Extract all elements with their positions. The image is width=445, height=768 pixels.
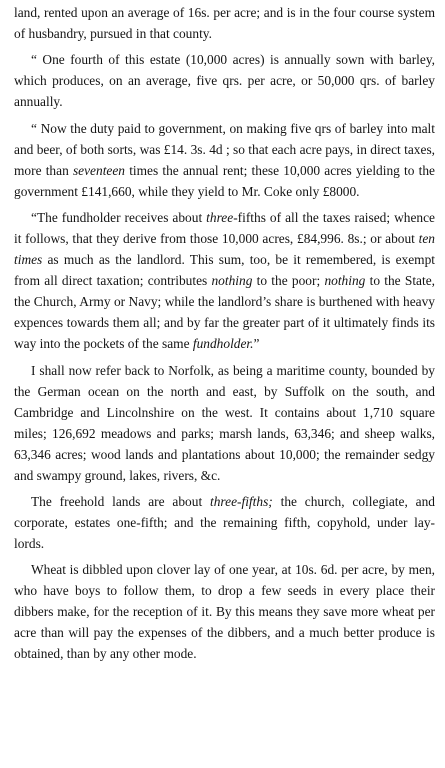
paragraph-4-text-4: to the poor; — [252, 273, 325, 289]
paragraph-4-emphasis-3: nothing — [211, 273, 253, 289]
paragraph-5 — [14, 360, 435, 486]
paragraph-6-emphasis-1: three-fifths; — [210, 493, 273, 509]
paragraph-4-emphasis-2: ten times — [14, 231, 435, 268]
paragraph-4-emphasis-1: three- — [206, 209, 238, 225]
paragraph-4-text-6: ” — [253, 336, 260, 352]
paragraph-1-text-1: land, rented upon an average of 16s. per acre; and is in the four course system of husbandry, pursued in that county. — [14, 5, 435, 42]
paragraph-4-emphasis-5: fundholder. — [192, 336, 254, 352]
paragraph-3-text-1: “ Now the duty paid to government, on making five qrs of barley into malt and beer, of both sorts, was £14. 3s. 4d ; so that each acre pays, in direct taxes, more than — [14, 120, 435, 178]
paragraph-6-text-2: the church, collegiate, and corporate, estates one-fifth; and the remaining fifth, copyhold, under lay-lords. — [14, 493, 435, 552]
paragraph-3-emphasis-1: seventeen — [72, 162, 125, 178]
paragraph-4-text-1: “The fundholder receives about — [31, 209, 207, 225]
paragraph-7 — [14, 559, 435, 664]
paragraph-5-text-1: I shall now refer back to Norfolk, as being a maritime county, bounded by the German ocean on the north and east, by Suffolk on the south, and Cambridge and Lincolnshire on the west. It contains about 1,710 square miles; 126,692 meadows and parks; marsh lands, 63,346; and sheep walks, 63,346 acres; wood lands and plantations about 10,000; the remainder sedgy and swampy ground, lakes, rivers, &c. — [14, 362, 435, 483]
paragraph-2-text-1: “ One fourth of this estate (10,000 acres) is annually sown with barley, which produces, on an average, five qrs. per acre, or 50,000 qrs. of barley annually. — [14, 52, 435, 110]
paragraph-4-text-2: fifths of all the taxes raised; whence it follows, that they derive from those 10,000 acres, £84,996. 8s.; or about — [14, 209, 435, 247]
paragraph-4 — [14, 207, 435, 354]
paragraph-4-emphasis-4: nothing — [324, 273, 366, 289]
paragraph-1 — [14, 2, 435, 44]
paragraph-6 — [14, 491, 435, 554]
paragraph-7-text-1: Wheat is dibbled upon clover lay of one year, at 10s. 6d. per acre, by men, who have boys to follow them, to drop a few seeds in every place their dibbers make, for the reception of it. By this means they save more wheat per acre than will pay the expenses of the dibbers, and a much better produce is obtained, than by any other mode. — [14, 562, 435, 662]
paragraph-3-text-2: times the annual rent; these 10,000 acres yielding to the government £141,660, while they yield to Mr. Coke only £8000. — [14, 162, 436, 199]
paragraph-4-text-3: as much as the landlord. This sum, too, be it remembered, is exempt from all direct taxation; contributes — [14, 252, 435, 289]
paragraph-3 — [14, 118, 435, 202]
paragraph-4-text-5: to the State, the Church, Army or Navy; while the landlord’s share is burthened with heavy expences towards them all; and by far the greater part of it ultimately finds its way into the pockets of the same — [14, 273, 435, 352]
paragraph-2 — [14, 49, 435, 112]
paragraph-6-text-1: The freehold lands are about — [31, 493, 211, 509]
